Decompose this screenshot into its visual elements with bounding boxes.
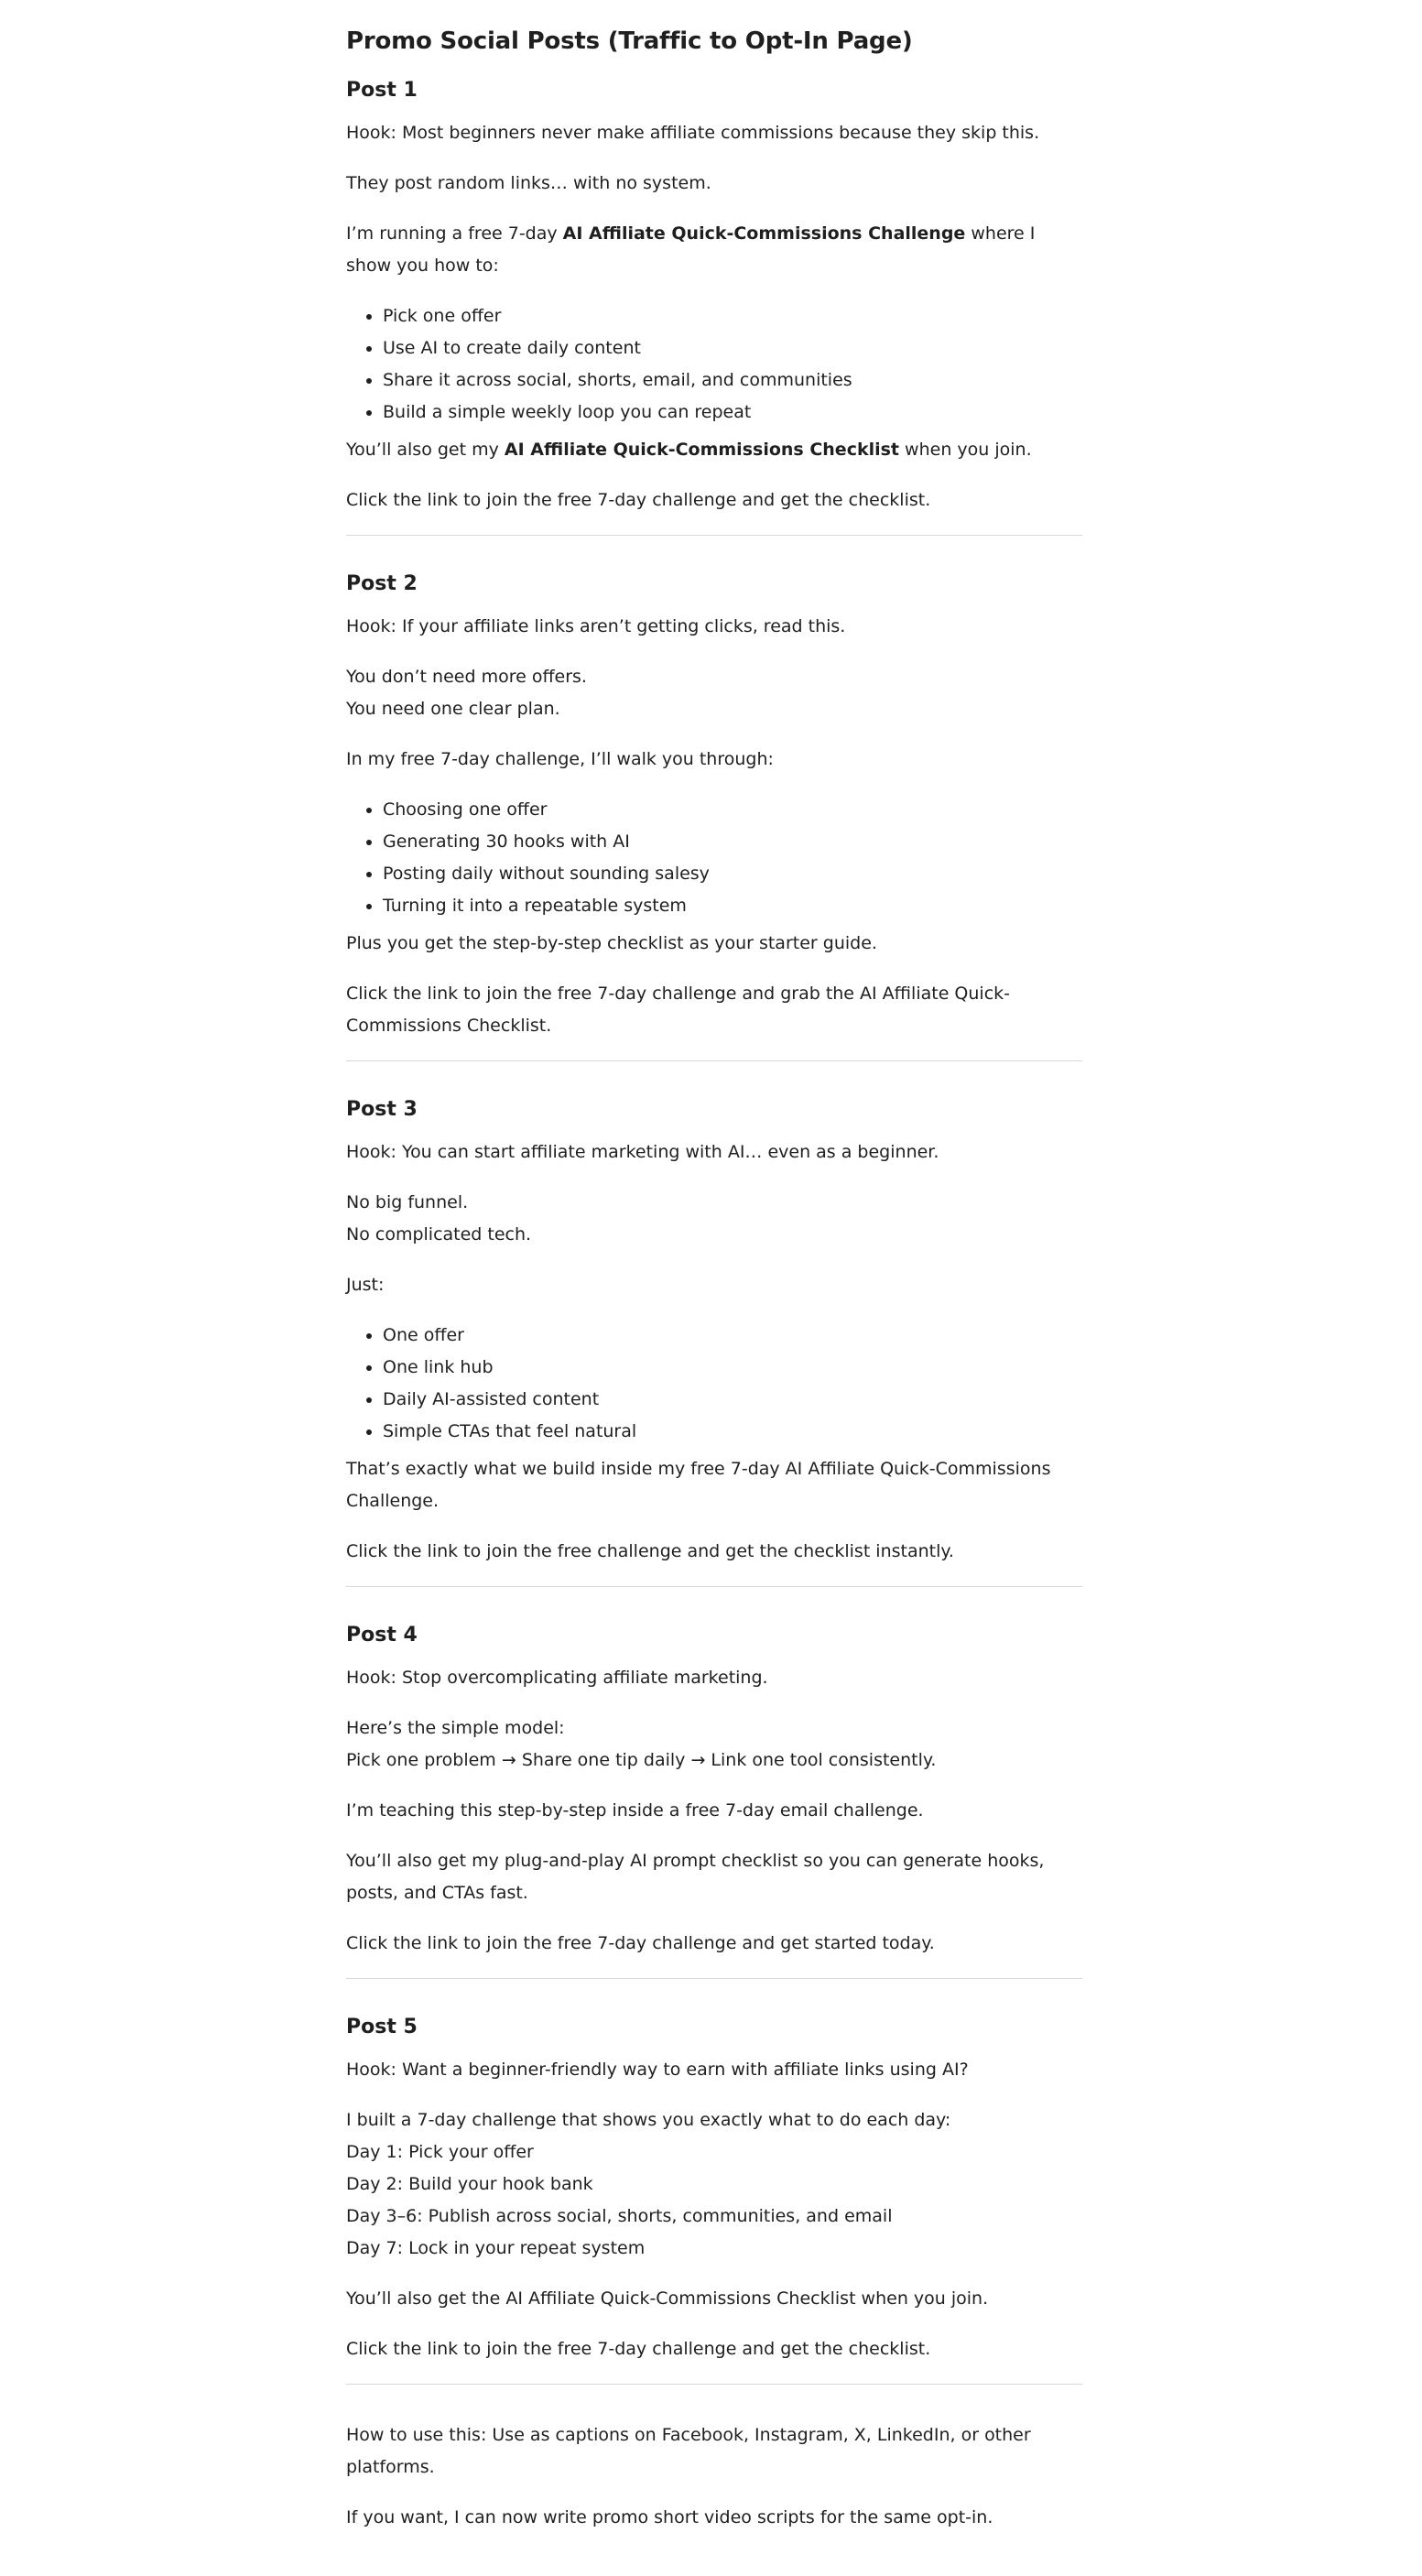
text-line: You don’t need more offers.: [346, 667, 587, 687]
post-4: [346, 1622, 1082, 1960]
list-item: • Posting daily without sounding salesy: [383, 858, 1082, 890]
post-days: [346, 2104, 1082, 2265]
intro-text: I’m running a free 7-day: [346, 223, 563, 244]
list-item: • Turning it into a repeatable system: [383, 890, 1082, 922]
list-item: • Use AI to create daily content: [383, 332, 1082, 364]
text-line: No big funnel.: [346, 1192, 469, 1212]
challenge-name: AI Affiliate Quick-Commissions Challenge: [562, 223, 966, 244]
day-line: Day 7: Lock in your repeat system: [346, 2238, 646, 2258]
post-2: [346, 571, 1082, 1042]
list-item: • One offer: [383, 1320, 1082, 1352]
divider: [346, 1586, 1082, 1587]
intro-text: where I show you how to:: [346, 223, 1036, 276]
post-5: [346, 2014, 1082, 2365]
post-heading: Post 3: [346, 1098, 418, 1121]
post-heading: Post 1: [346, 79, 418, 102]
post-cta: Click the link to join the free 7-day challenge and get the checklist.: [346, 2339, 931, 2359]
post-paragraph: [346, 661, 1082, 725]
post-intro: Just:: [346, 1275, 385, 1295]
list-item: • Choosing one offer: [383, 794, 1082, 826]
post-cta: Click the link to join the free 7-day challenge and get the checklist.: [346, 490, 931, 510]
post-cta: Click the link to join the free challenge and get the checklist instantly.: [346, 1541, 954, 1561]
day-line: Day 1: Pick your offer: [346, 2142, 534, 2162]
checklist-name: AI Affiliate Quick-Commissions Checklist: [504, 440, 900, 460]
text-line: Pick one problem → Share one tip daily → Link one tool consistently.: [346, 1750, 937, 1770]
post-intro: [346, 218, 1082, 282]
bullet-list: [346, 300, 1082, 429]
post-bonus: That’s exactly what we build inside my free 7-day AI Affiliate Quick-Commissions Challenge.: [346, 1459, 1051, 1511]
day-line: Day 2: Build your hook bank: [346, 2174, 593, 2194]
post-model: [346, 1712, 1082, 1777]
post-paragraph: They post random links… with no system.: [346, 173, 711, 193]
post-hook: Hook: If your affiliate links aren’t getting clicks, read this.: [346, 616, 846, 636]
text-line: You need one clear plan.: [346, 699, 560, 719]
post-hook: Hook: Stop overcomplicating affiliate marketing.: [346, 1668, 768, 1688]
divider: [346, 1978, 1082, 1979]
post-bonus: Plus you get the step-by-step checklist as your starter guide.: [346, 933, 877, 953]
follow-up-offer: If you want, I can now write promo short video scripts for the same opt-in.: [346, 2507, 993, 2527]
bonus-text: You’ll also get my: [346, 440, 505, 460]
text-line: No complicated tech.: [346, 1224, 532, 1245]
text-line: Here’s the simple model:: [346, 1718, 565, 1738]
list-item: • One link hub: [383, 1352, 1082, 1384]
post-hook: Hook: Want a beginner-friendly way to earn with affiliate links using AI?: [346, 2060, 969, 2080]
list-item: • Share it across social, shorts, email, and communities: [383, 364, 1082, 397]
document: [346, 0, 1082, 2534]
list-item: • Build a simple weekly loop you can repeat: [383, 397, 1082, 429]
post-paragraph: You’ll also get my plug-and-play AI prompt checklist so you can generate hooks, posts, and CTAs fast.: [346, 1851, 1045, 1903]
post-cta: Click the link to join the free 7-day challenge and get started today.: [346, 1933, 935, 1953]
list-item: • Pick one offer: [383, 300, 1082, 332]
bullet-list: [346, 1320, 1082, 1448]
usage-notes: [346, 2419, 1082, 2534]
post-3: [346, 1096, 1082, 1568]
text-line: I built a 7-day challenge that shows you exactly what to do each day:: [346, 2110, 951, 2130]
post-bonus: You’ll also get the AI Affiliate Quick-Commissions Checklist when you join.: [346, 2288, 989, 2309]
post-heading: Post 2: [346, 572, 418, 595]
divider: [346, 535, 1082, 536]
divider: [346, 1060, 1082, 1061]
post-bonus: [346, 434, 1082, 466]
post-hook: Hook: Most beginners never make affiliate commissions because they skip this.: [346, 123, 1040, 143]
post-heading: Post 4: [346, 1624, 418, 1647]
divider: [346, 2384, 1082, 2385]
bonus-text: when you join.: [899, 440, 1032, 460]
post-1: [346, 77, 1082, 516]
day-line: Day 3–6: Publish across social, shorts, communities, and email: [346, 2206, 893, 2226]
post-heading: Post 5: [346, 2016, 418, 2038]
post-hook: Hook: You can start affiliate marketing with AI… even as a beginner.: [346, 1142, 939, 1162]
page-title: Promo Social Posts (Traffic to Opt-In Page): [346, 27, 913, 55]
post-paragraph: [346, 1187, 1082, 1251]
bullet-list: [346, 794, 1082, 922]
post-cta: Click the link to join the free 7-day challenge and grab the AI Affiliate Quick-Commissions Checklist.: [346, 984, 1011, 1036]
list-item: • Simple CTAs that feel natural: [383, 1416, 1082, 1448]
usage-instructions: How to use this: Use as captions on Facebook, Instagram, X, LinkedIn, or other platforms.: [346, 2425, 1031, 2477]
list-item: • Daily AI-assisted content: [383, 1384, 1082, 1416]
post-intro: In my free 7-day challenge, I’ll walk you through:: [346, 749, 774, 769]
post-paragraph: I’m teaching this step-by-step inside a free 7-day email challenge.: [346, 1800, 924, 1821]
list-item: • Generating 30 hooks with AI: [383, 826, 1082, 858]
